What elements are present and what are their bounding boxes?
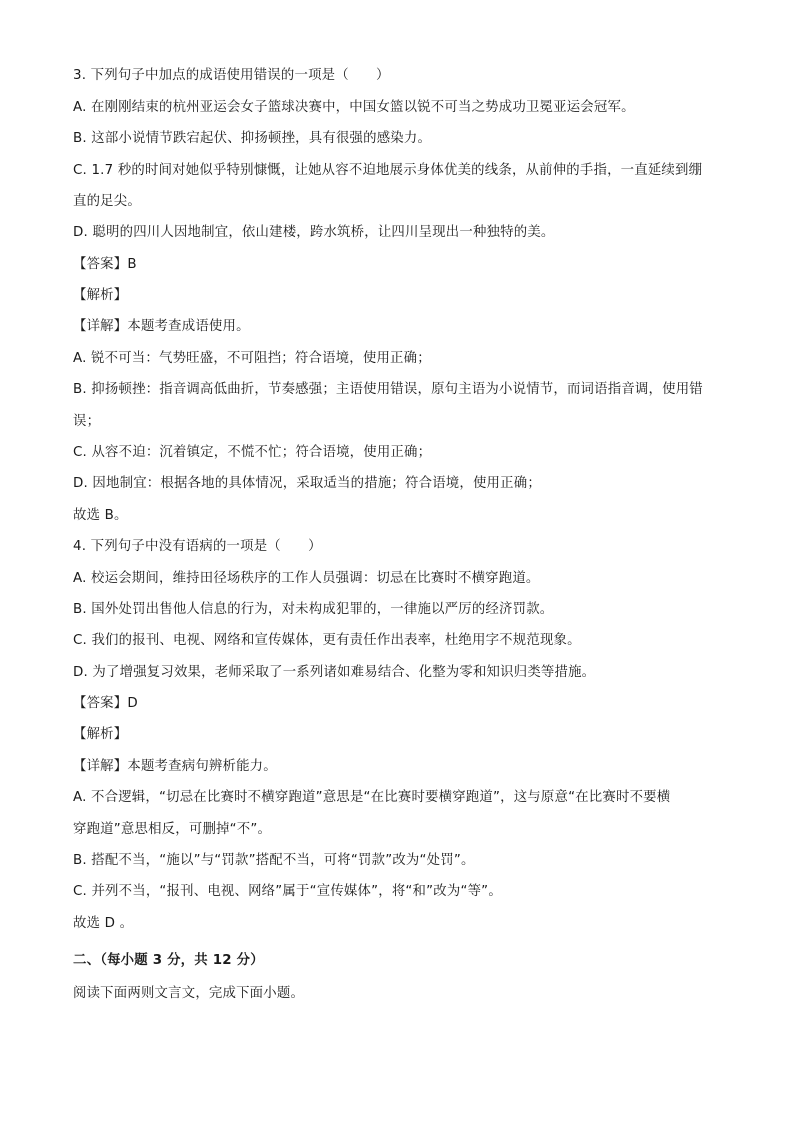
question-3-option-c: C. 1.7 秒的时间对她似乎特别慷慨，让她从容不迫地展示身体优美的线条，从前伸的手指，一直延续到绷	[73, 163, 703, 178]
question-4-detail-c: C. 并列不当，“报刊、电视、网络”属于“宣传媒体”，将“和”改为“等”。	[73, 884, 502, 899]
question-3-conclusion: 故选 B。	[73, 508, 128, 523]
question-4-conclusion: 故选 D 。	[73, 916, 134, 931]
question-3-option-a: A. 在刚刚结束的杭州亚运会女子篮球决赛中，中国女篮以锐不可当之势成功卫冕亚运会冠军。	[73, 100, 635, 115]
question-3-detail-b-continued: 误；	[73, 414, 101, 429]
question-3-detail-b: B. 抑扬顿挫：指音调高低曲折，节奏感强；主语使用错误，原句主语为小说情节，而词语指音调，使用错	[73, 382, 703, 397]
question-3-detail-a: A. 锐不可当：气势旺盛，不可阻挡；符合语境，使用正确；	[73, 351, 431, 366]
question-3-detail-intro: 【详解】本题考查成语使用。	[73, 319, 250, 334]
question-3-option-b: B. 这部小说情节跌宕起伏、抑扬顿挫，具有很强的感染力。	[73, 131, 432, 146]
section-two-instructions: 阅读下面两则文言文，完成下面小题。	[73, 986, 305, 1001]
question-3-stem: 3. 下列句子中加点的成语使用错误的一项是（ ）	[73, 68, 390, 83]
question-3-option-d: D. 聪明的四川人因地制宜，依山建楼，跨水筑桥，让四川呈现出一种独特的美。	[73, 225, 555, 240]
question-3-option-c-continued: 直的足尖。	[73, 194, 141, 209]
section-two-heading: 二、（每小题 3 分，共 12 分）	[73, 953, 264, 968]
question-3-answer: 【答案】B	[73, 257, 137, 272]
question-4-detail-a: A. 不合逻辑，“切忌在比赛时不横穿跑道”意思是“在比赛时要横穿跑道”，这与原意“在比赛时不要横	[73, 790, 671, 805]
question-4-detail-intro: 【详解】本题考查病句辨析能力。	[73, 759, 277, 774]
question-4-option-b: B. 国外处罚出售他人信息的行为，对未构成犯罪的，一律施以严厉的经济罚款。	[73, 602, 554, 617]
question-4-option-c: C. 我们的报刊、电视、网络和宣传媒体，更有责任作出表率，杜绝用字不规范现象。	[73, 633, 581, 648]
question-4-answer: 【答案】D	[73, 696, 138, 711]
question-4-option-a: A. 校运会期间，维持田径场秩序的工作人员强调：切忌在比赛时不横穿跑道。	[73, 571, 540, 586]
question-3-detail-c: C. 从容不迫：沉着镇定，不慌不忙；符合语境，使用正确；	[73, 445, 432, 460]
question-3-detail-d: D. 因地制宜：根据各地的具体情况，采取适当的措施；符合语境，使用正确；	[73, 476, 541, 491]
question-4-stem: 4. 下列句子中没有语病的一项是（ ）	[73, 539, 322, 554]
question-4-option-d: D. 为了增强复习效果，老师采取了一系列诸如难易结合、化整为零和知识归类等措施。	[73, 665, 596, 680]
question-4-analysis-heading: 【解析】	[73, 727, 128, 742]
question-4-detail-a-continued: 穿跑道”意思相反，可删掉“不”。	[73, 822, 272, 837]
question-3-analysis-heading: 【解析】	[73, 288, 128, 303]
question-4-detail-b: B. 搭配不当，“施以”与“罚款”搭配不当，可将“罚款”改为“处罚”。	[73, 853, 475, 868]
